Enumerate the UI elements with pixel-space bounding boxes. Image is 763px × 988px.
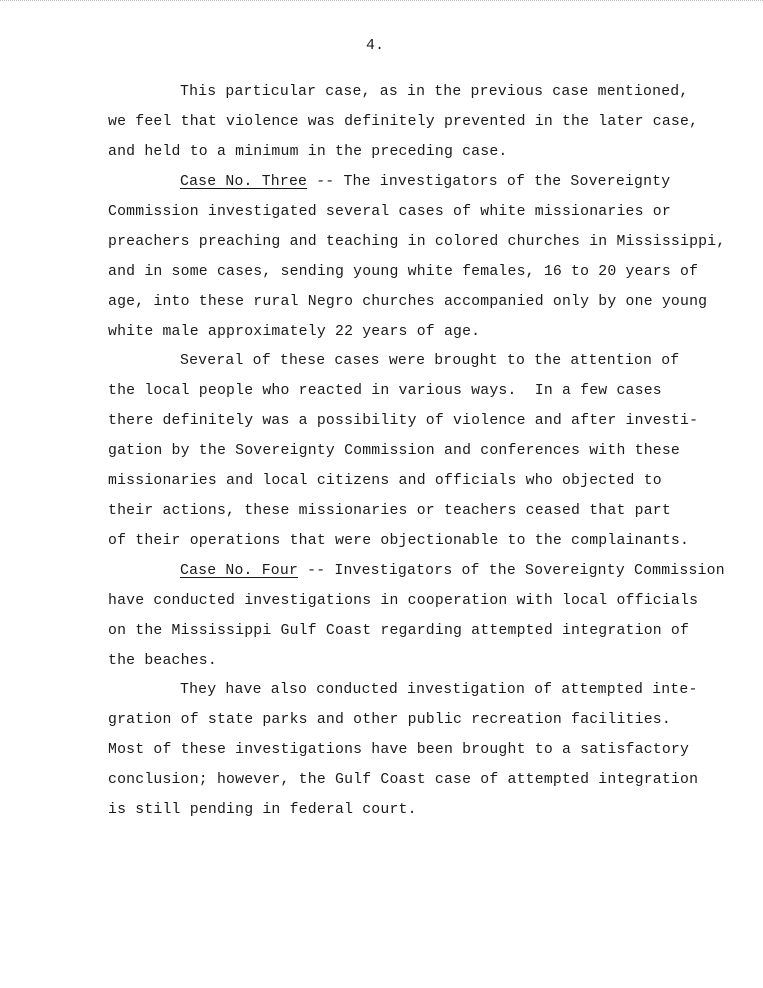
- paragraph-line: and in some cases, sending young white females, 16 to 20 years of: [108, 264, 699, 280]
- case-four-heading: Case No. Four: [180, 563, 299, 579]
- paragraph-line: have conducted investigations in cooperation with local officials: [108, 593, 699, 609]
- paragraph-line: on the Mississippi Gulf Coast regarding attempted integration of: [108, 623, 690, 639]
- paragraph-line: we feel that violence was definitely prevented in the later case,: [108, 114, 699, 130]
- paragraph-line: gration of state parks and other public recreation facilities.: [108, 712, 671, 728]
- paragraph-line: of their operations that were objectionable to the complainants.: [108, 533, 690, 549]
- paragraph-line: the beaches.: [108, 653, 217, 669]
- paragraph-line: Most of these investigations have been brought to a satisfactory: [108, 742, 690, 758]
- case-four-heading-line: [180, 561, 725, 581]
- scan-edge: [0, 0, 763, 3]
- page-number: 4.: [366, 38, 385, 54]
- case-three-heading-line: [180, 172, 670, 192]
- paragraph-line: -- Investigators of the Sovereignty Commission: [298, 563, 725, 579]
- paragraph-line: their actions, these missionaries or teachers ceased that part: [108, 503, 671, 519]
- paragraph-line: age, into these rural Negro churches accompanied only by one young: [108, 294, 708, 310]
- paragraph-line: the local people who reacted in various ways. In a few cases: [108, 383, 662, 399]
- paragraph-line: Commission investigated several cases of white missionaries or: [108, 204, 671, 220]
- paragraph-line: and held to a minimum in the preceding case.: [108, 144, 508, 160]
- paragraph-line: preachers preaching and teaching in colored churches in Mississippi,: [108, 234, 726, 250]
- paragraph-line: This particular case, as in the previous case mentioned,: [180, 84, 689, 100]
- paragraph-line: there definitely was a possibility of violence and after investi-: [108, 413, 699, 429]
- paragraph-line: They have also conducted investigation of attempted inte-: [180, 682, 698, 698]
- paragraph-line: missionaries and local citizens and officials who objected to: [108, 473, 662, 489]
- paragraph-line: white male approximately 22 years of age.: [108, 324, 481, 340]
- paragraph-line: is still pending in federal court.: [108, 802, 417, 818]
- case-three-heading: Case No. Three: [180, 174, 308, 190]
- paragraph-line: gation by the Sovereignty Commission and conferences with these: [108, 443, 681, 459]
- paragraph-line: Several of these cases were brought to the attention of: [180, 353, 680, 369]
- paragraph-line: conclusion; however, the Gulf Coast case of attempted integration: [108, 772, 699, 788]
- paragraph-line: -- The investigators of the Sovereignty: [307, 174, 671, 190]
